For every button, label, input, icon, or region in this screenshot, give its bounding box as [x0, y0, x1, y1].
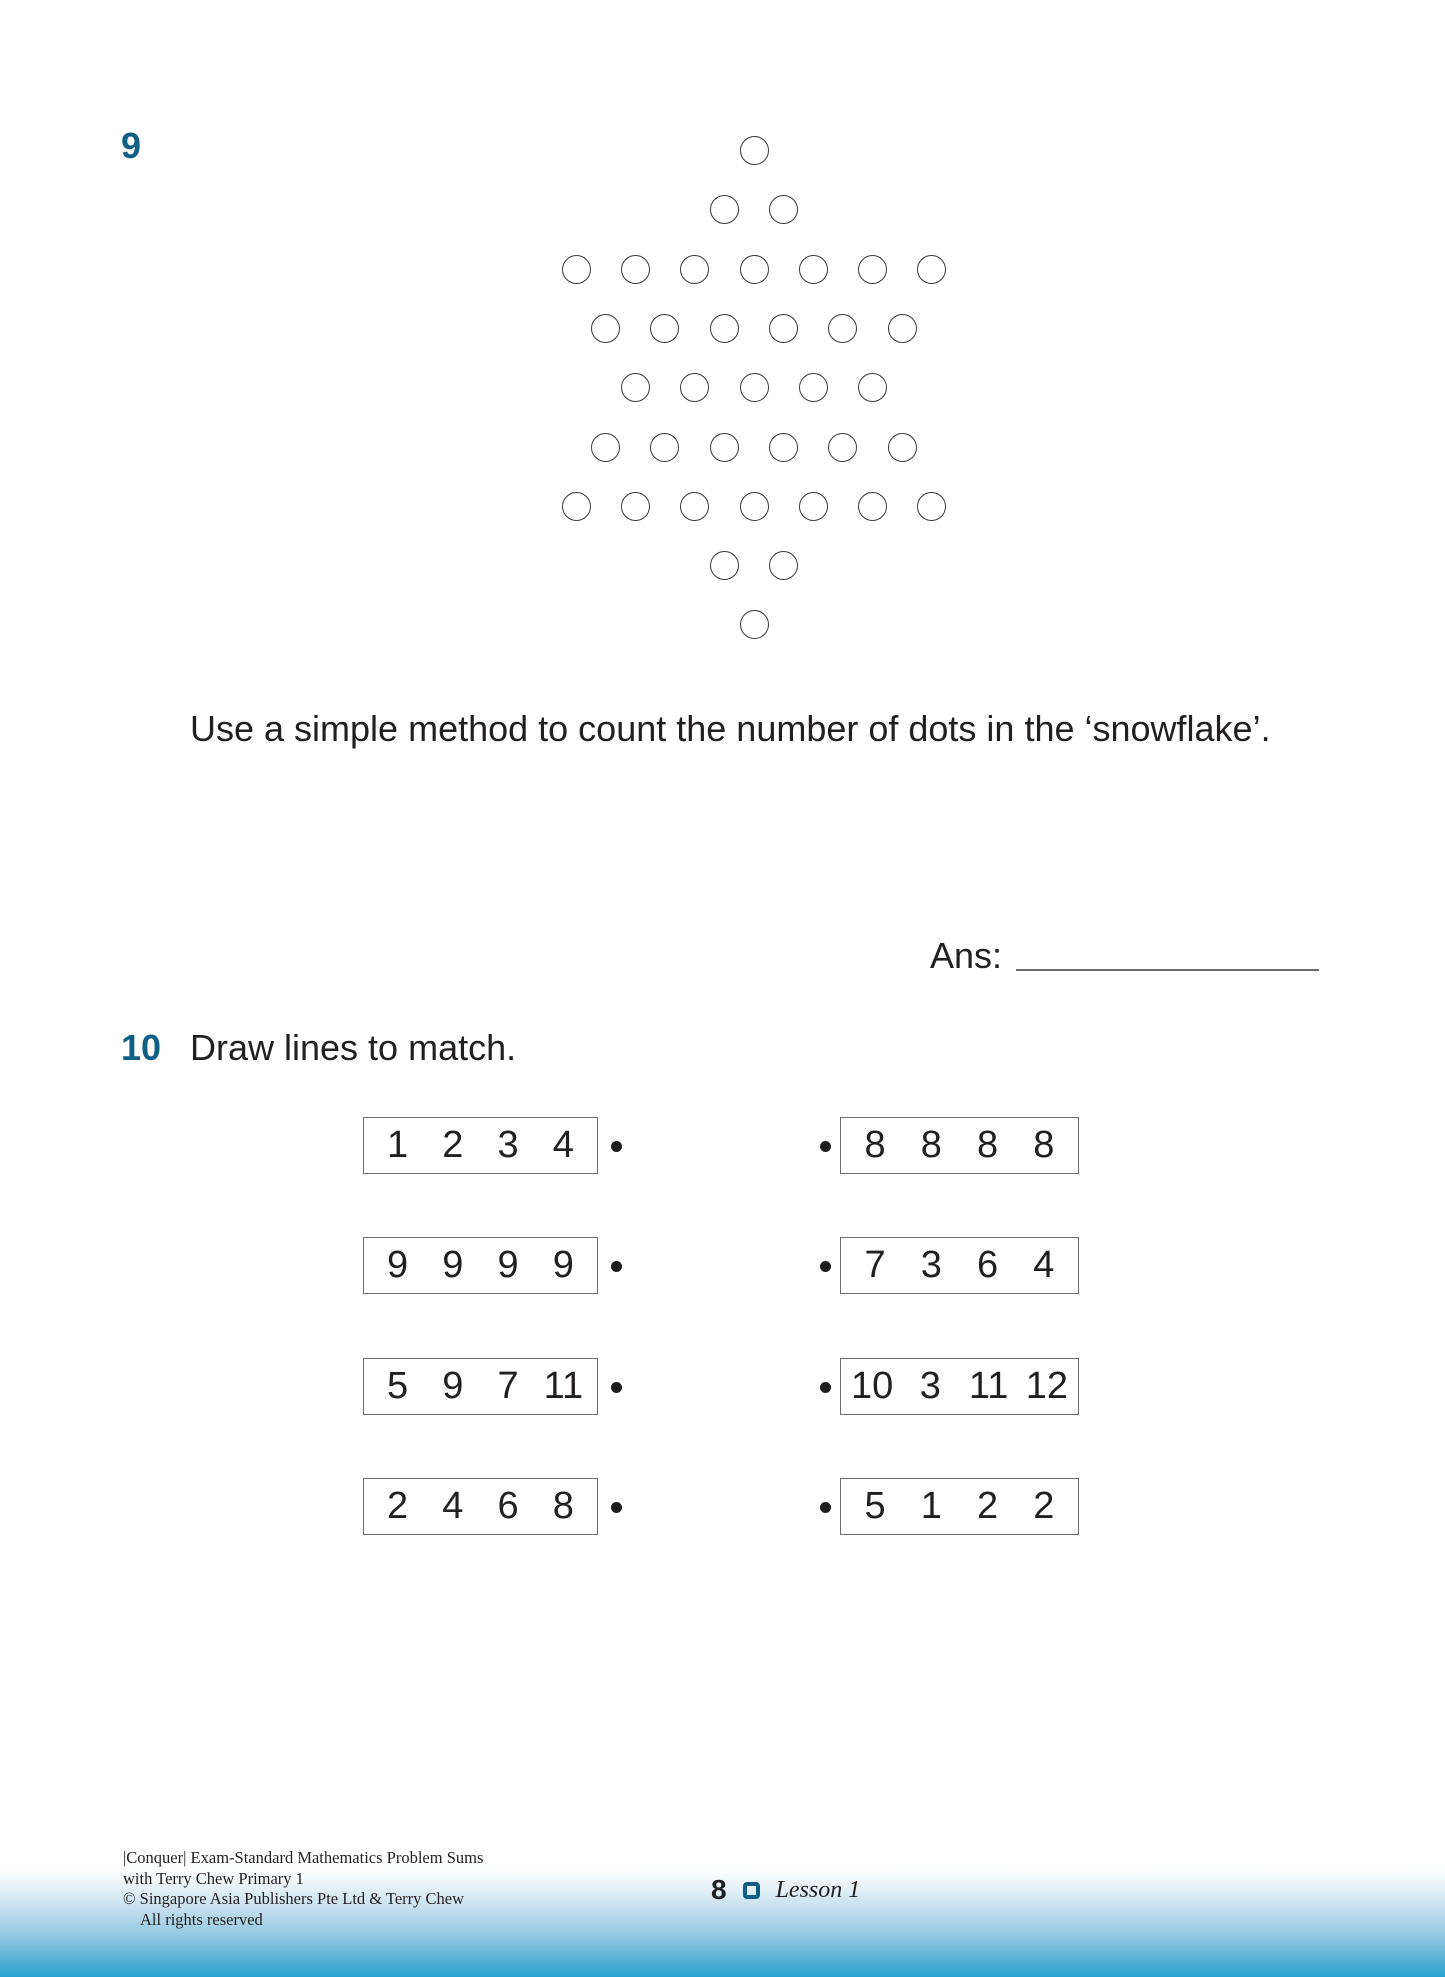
question-number-9: 9 — [121, 125, 142, 166]
number: 4 — [552, 1124, 574, 1166]
number: 9 — [497, 1244, 519, 1286]
number: 6 — [977, 1244, 999, 1286]
dot — [680, 255, 709, 284]
number: 9 — [552, 1244, 574, 1286]
left-match-point-4[interactable] — [611, 1502, 622, 1513]
dot — [917, 492, 946, 521]
dot — [740, 255, 769, 284]
question-number-10: 10 — [121, 1027, 162, 1068]
number: 5 — [864, 1485, 886, 1527]
number: 4 — [442, 1485, 464, 1527]
left-match-point-3[interactable] — [611, 1382, 622, 1393]
right-match-box-1 — [840, 1117, 1079, 1174]
number: 2 — [442, 1124, 464, 1166]
number: 7 — [864, 1244, 886, 1286]
dot — [710, 433, 739, 462]
dot — [799, 492, 828, 521]
right-match-box-4 — [840, 1478, 1079, 1535]
number: 1 — [387, 1124, 409, 1166]
dot — [769, 551, 798, 580]
footer-page-info — [711, 1874, 860, 1906]
left-match-point-1[interactable] — [611, 1141, 622, 1152]
number: 2 — [977, 1485, 999, 1527]
left-match-box-2 — [363, 1237, 598, 1294]
left-match-box-1 — [363, 1117, 598, 1174]
dot — [621, 373, 650, 402]
dot — [917, 255, 946, 284]
number: 1 — [920, 1485, 942, 1527]
right-match-point-2[interactable] — [820, 1261, 831, 1272]
number: 11 — [968, 1365, 1009, 1407]
dot — [710, 314, 739, 343]
footer-book-subtitle: with Terry Chew Primary 1 — [123, 1868, 304, 1888]
dot — [562, 255, 591, 284]
left-match-point-2[interactable] — [611, 1261, 622, 1272]
number: 8 — [977, 1124, 999, 1166]
number: 6 — [497, 1485, 519, 1527]
dot — [680, 492, 709, 521]
number: 2 — [387, 1485, 409, 1527]
right-match-point-4[interactable] — [820, 1502, 831, 1513]
dot — [650, 314, 679, 343]
dot — [621, 255, 650, 284]
dot — [740, 610, 769, 639]
dot — [740, 492, 769, 521]
dot — [591, 314, 620, 343]
dot — [740, 136, 769, 165]
left-match-box-4 — [363, 1478, 598, 1535]
dot — [650, 433, 679, 462]
dot — [591, 433, 620, 462]
number: 8 — [864, 1124, 886, 1166]
snowflake-dot-figure — [0, 0, 1445, 700]
left-match-box-3 — [363, 1358, 598, 1415]
dot — [710, 195, 739, 224]
question-9-prompt: Use a simple method to count the number of dots in the ‘snowflake’. — [190, 708, 1271, 749]
right-match-point-1[interactable] — [820, 1141, 831, 1152]
page-number: 8 — [711, 1874, 727, 1905]
number: 12 — [1025, 1365, 1069, 1407]
dot — [740, 373, 769, 402]
dot — [888, 314, 917, 343]
number: 7 — [497, 1365, 519, 1407]
dot — [858, 255, 887, 284]
dot — [799, 373, 828, 402]
footer-copyright — [123, 1848, 483, 1930]
footer-book-title: |Conquer| Exam-Standard Mathematics Problem Sums — [123, 1848, 484, 1867]
dot — [858, 492, 887, 521]
right-match-box-2 — [840, 1237, 1079, 1294]
answer-field — [930, 935, 1319, 977]
number: 4 — [1033, 1244, 1055, 1286]
dot — [769, 195, 798, 224]
number: 9 — [442, 1365, 464, 1407]
dot — [769, 433, 798, 462]
question-10-title: Draw lines to match. — [190, 1027, 517, 1068]
number: 3 — [497, 1124, 519, 1166]
footer-rights: All rights reserved — [140, 1909, 263, 1929]
square-bullet-icon — [743, 1882, 760, 1899]
dot — [769, 314, 798, 343]
dot — [858, 373, 887, 402]
dot — [710, 551, 739, 580]
right-match-box-3 — [840, 1358, 1079, 1415]
number: 8 — [552, 1485, 574, 1527]
number: 9 — [387, 1244, 409, 1286]
footer-publisher: © Singapore Asia Publishers Pte Ltd & Terry Chew — [123, 1889, 465, 1908]
number: 11 — [543, 1365, 584, 1407]
number: 3 — [919, 1365, 941, 1407]
answer-label: Ans: — [930, 935, 1003, 976]
dot — [799, 255, 828, 284]
right-match-point-3[interactable] — [820, 1382, 831, 1393]
dot — [888, 433, 917, 462]
answer-blank-line[interactable] — [1016, 969, 1319, 971]
number: 5 — [387, 1365, 409, 1407]
number: 8 — [920, 1124, 942, 1166]
number: 8 — [1033, 1124, 1055, 1166]
dot — [828, 433, 857, 462]
dot — [562, 492, 591, 521]
dot — [680, 373, 709, 402]
dot — [828, 314, 857, 343]
dot — [621, 492, 650, 521]
lesson-label: Lesson 1 — [775, 1876, 861, 1903]
number: 3 — [920, 1244, 942, 1286]
number: 10 — [850, 1365, 894, 1407]
number: 2 — [1033, 1485, 1055, 1527]
number: 9 — [442, 1244, 464, 1286]
